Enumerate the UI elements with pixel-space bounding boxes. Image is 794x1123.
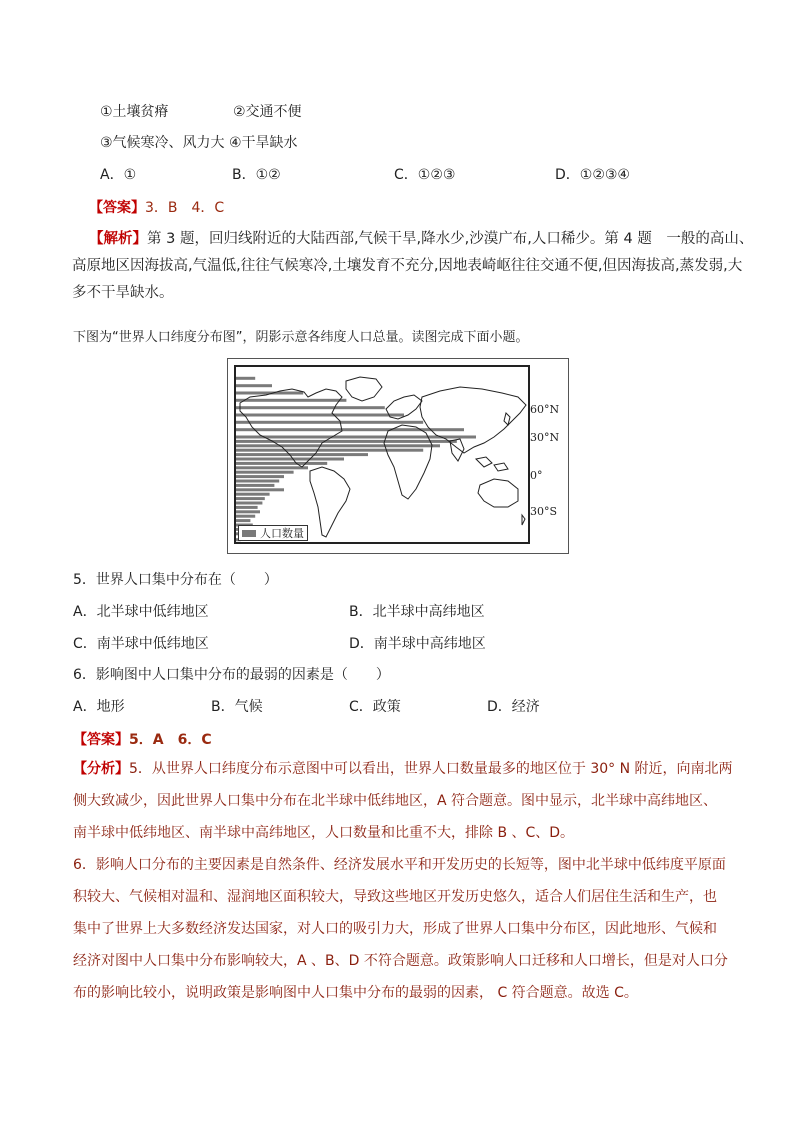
population-bar-9 [236,440,457,443]
q5-stem: 5．世界人口集中分布在（ ） [73,572,278,588]
population-bar-18 [236,480,279,483]
q5-choice-d: D．南半球中高纬地区 [349,636,486,652]
analysis-line-1: 第 3 题，回归线附近的大陆西部,气候干旱,降水少,沙漠广布,人口稀少。第 4 题 一般的高山、 [147,231,754,247]
population-bar-12 [236,453,368,456]
population-bar-11 [236,449,423,452]
population-bar-16 [236,471,294,474]
analysis2-p6-line3: 集中了世界上大多数经济发达国家，对人口的吸引力大，形成了世界人口集中分布区，因此地形、气候和 [73,921,717,937]
analysis2-p6-line5: 布的影响比较小，说明政策是影响图中人口集中分布的最弱的因素， C 符合题意。故选 C。 [73,985,638,1001]
map-panel [234,365,530,544]
new-zealand-outline [522,515,525,525]
population-bar-5 [236,414,404,417]
analysis2-p6-line4: 经济对图中人口集中分布影响较大，A 、B、D 不符合题意。政策影响人口迁移和人口增长，但是对人口分 [73,953,728,969]
asia-outline [420,387,526,453]
australia-outline [478,479,518,507]
analysis2-tag: 【分析】 [73,761,129,777]
population-bar-19 [236,484,274,487]
population-bar-25 [236,510,260,513]
q4-choice-a: A．① [100,167,137,183]
q6-stem: 6．影响图中人口集中分布的最弱的因素是（ ） [73,667,390,683]
q4-option-1: ①土壤贫瘠 [100,104,169,120]
population-bar-21 [236,493,270,496]
map-legend [238,525,308,541]
q4-choice-b: B．①② [232,167,281,183]
analysis-line-2: 高原地区因海拔高,气温低,往往气候寒冷,土壤发育不充分,因地表崎岖往往交通不便,但因海拔高,蒸发弱,大 [72,258,743,274]
south-america-outline [310,467,350,537]
answer2-text: 5．A 6．C [129,732,212,748]
islands-outline [476,457,508,471]
q6-choice-c: C．政策 [349,699,401,715]
population-bar-3 [236,399,346,402]
q4-option-3: ③气候寒冷、风力大 [100,135,225,151]
legend-label: 人口数量 [260,527,304,540]
population-bar-13 [236,458,344,461]
q6-choice-d: D．经济 [487,699,540,715]
q4-choice-c: C．①②③ [394,167,456,183]
q6-choice-a: A．地形 [73,699,125,715]
analysis-5-6 [73,753,733,1009]
answer-tag: 【答案】 [89,200,145,216]
population-bar-10 [236,444,440,447]
q5-choice-c: C．南半球中低纬地区 [73,636,209,652]
population-bar-14 [236,462,327,465]
analysis-line-3: 多不干旱缺水。 [72,285,174,301]
population-bar-27 [236,519,250,522]
population-bar-20 [236,488,284,491]
q5-choice-b: B．北半球中高纬地区 [349,604,485,620]
q6-choice-b: B．气候 [211,699,263,715]
lat-label-60n: 60°N [530,403,560,416]
greenland-outline [346,377,382,401]
population-bar-24 [236,506,258,509]
population-bar-15 [236,466,308,469]
population-bar-22 [236,497,265,500]
legend-swatch [242,530,256,537]
answer-3-4 [89,197,224,217]
population-latitude-map [227,358,569,554]
q5-choice-a: A．北半球中低纬地区 [73,604,209,620]
analysis2-p5-line3: 南半球中低纬地区、南半球中高纬地区，人口数量和比重不大，排除 B 、C、D。 [73,825,575,841]
lat-label-30s: 30°S [530,505,558,518]
population-bar-1 [236,384,272,387]
population-bar-6 [236,421,423,424]
analysis-tag: 【解析】 [89,231,147,247]
population-bar-0 [236,377,255,380]
population-bar-4 [236,406,385,409]
analysis2-p5-line1: 5．从世界人口纬度分布示意图中可以看出，世界人口数量最多的地区位于 30° N 附近，向南北两 [129,761,733,777]
analysis2-p5-line2: 侧大致减少，因此世界人口集中分布在北半球中低纬地区，A 符合题意。图中显示，北半球中高纬地区、 [73,793,718,809]
analysis2-p6-line1: 6．影响人口分布的主要因素是自然条件、经济发展水平和开发历史的长短等，图中北半球中低纬度平原面 [73,857,726,873]
lat-label-30n: 30°N [530,431,560,444]
analysis2-p6-line2: 积较大、气候相对温和、湿润地区面积较大，导致这些地区开发历史悠久，适合人们居住生活和生产，也 [73,889,717,905]
population-bars [236,377,476,541]
population-bar-26 [236,515,255,518]
lat-label-0: 0° [530,469,543,482]
q4-option-2: ②交通不便 [233,104,302,120]
answer-text: 3．B 4．C [145,200,225,216]
q4-option-4: ④干旱缺水 [229,135,298,151]
q4-choice-d: D．①②③④ [555,167,630,183]
population-bar-23 [236,502,262,505]
population-bar-17 [236,475,284,478]
world-map-svg [236,367,528,542]
figure-intro: 下图为“世界人口纬度分布图”，阴影示意各纬度人口总量。读图完成下面小题。 [73,330,529,345]
answer-5-6 [73,729,212,749]
answer2-tag: 【答案】 [73,732,129,748]
analysis-3-4 [72,226,754,307]
